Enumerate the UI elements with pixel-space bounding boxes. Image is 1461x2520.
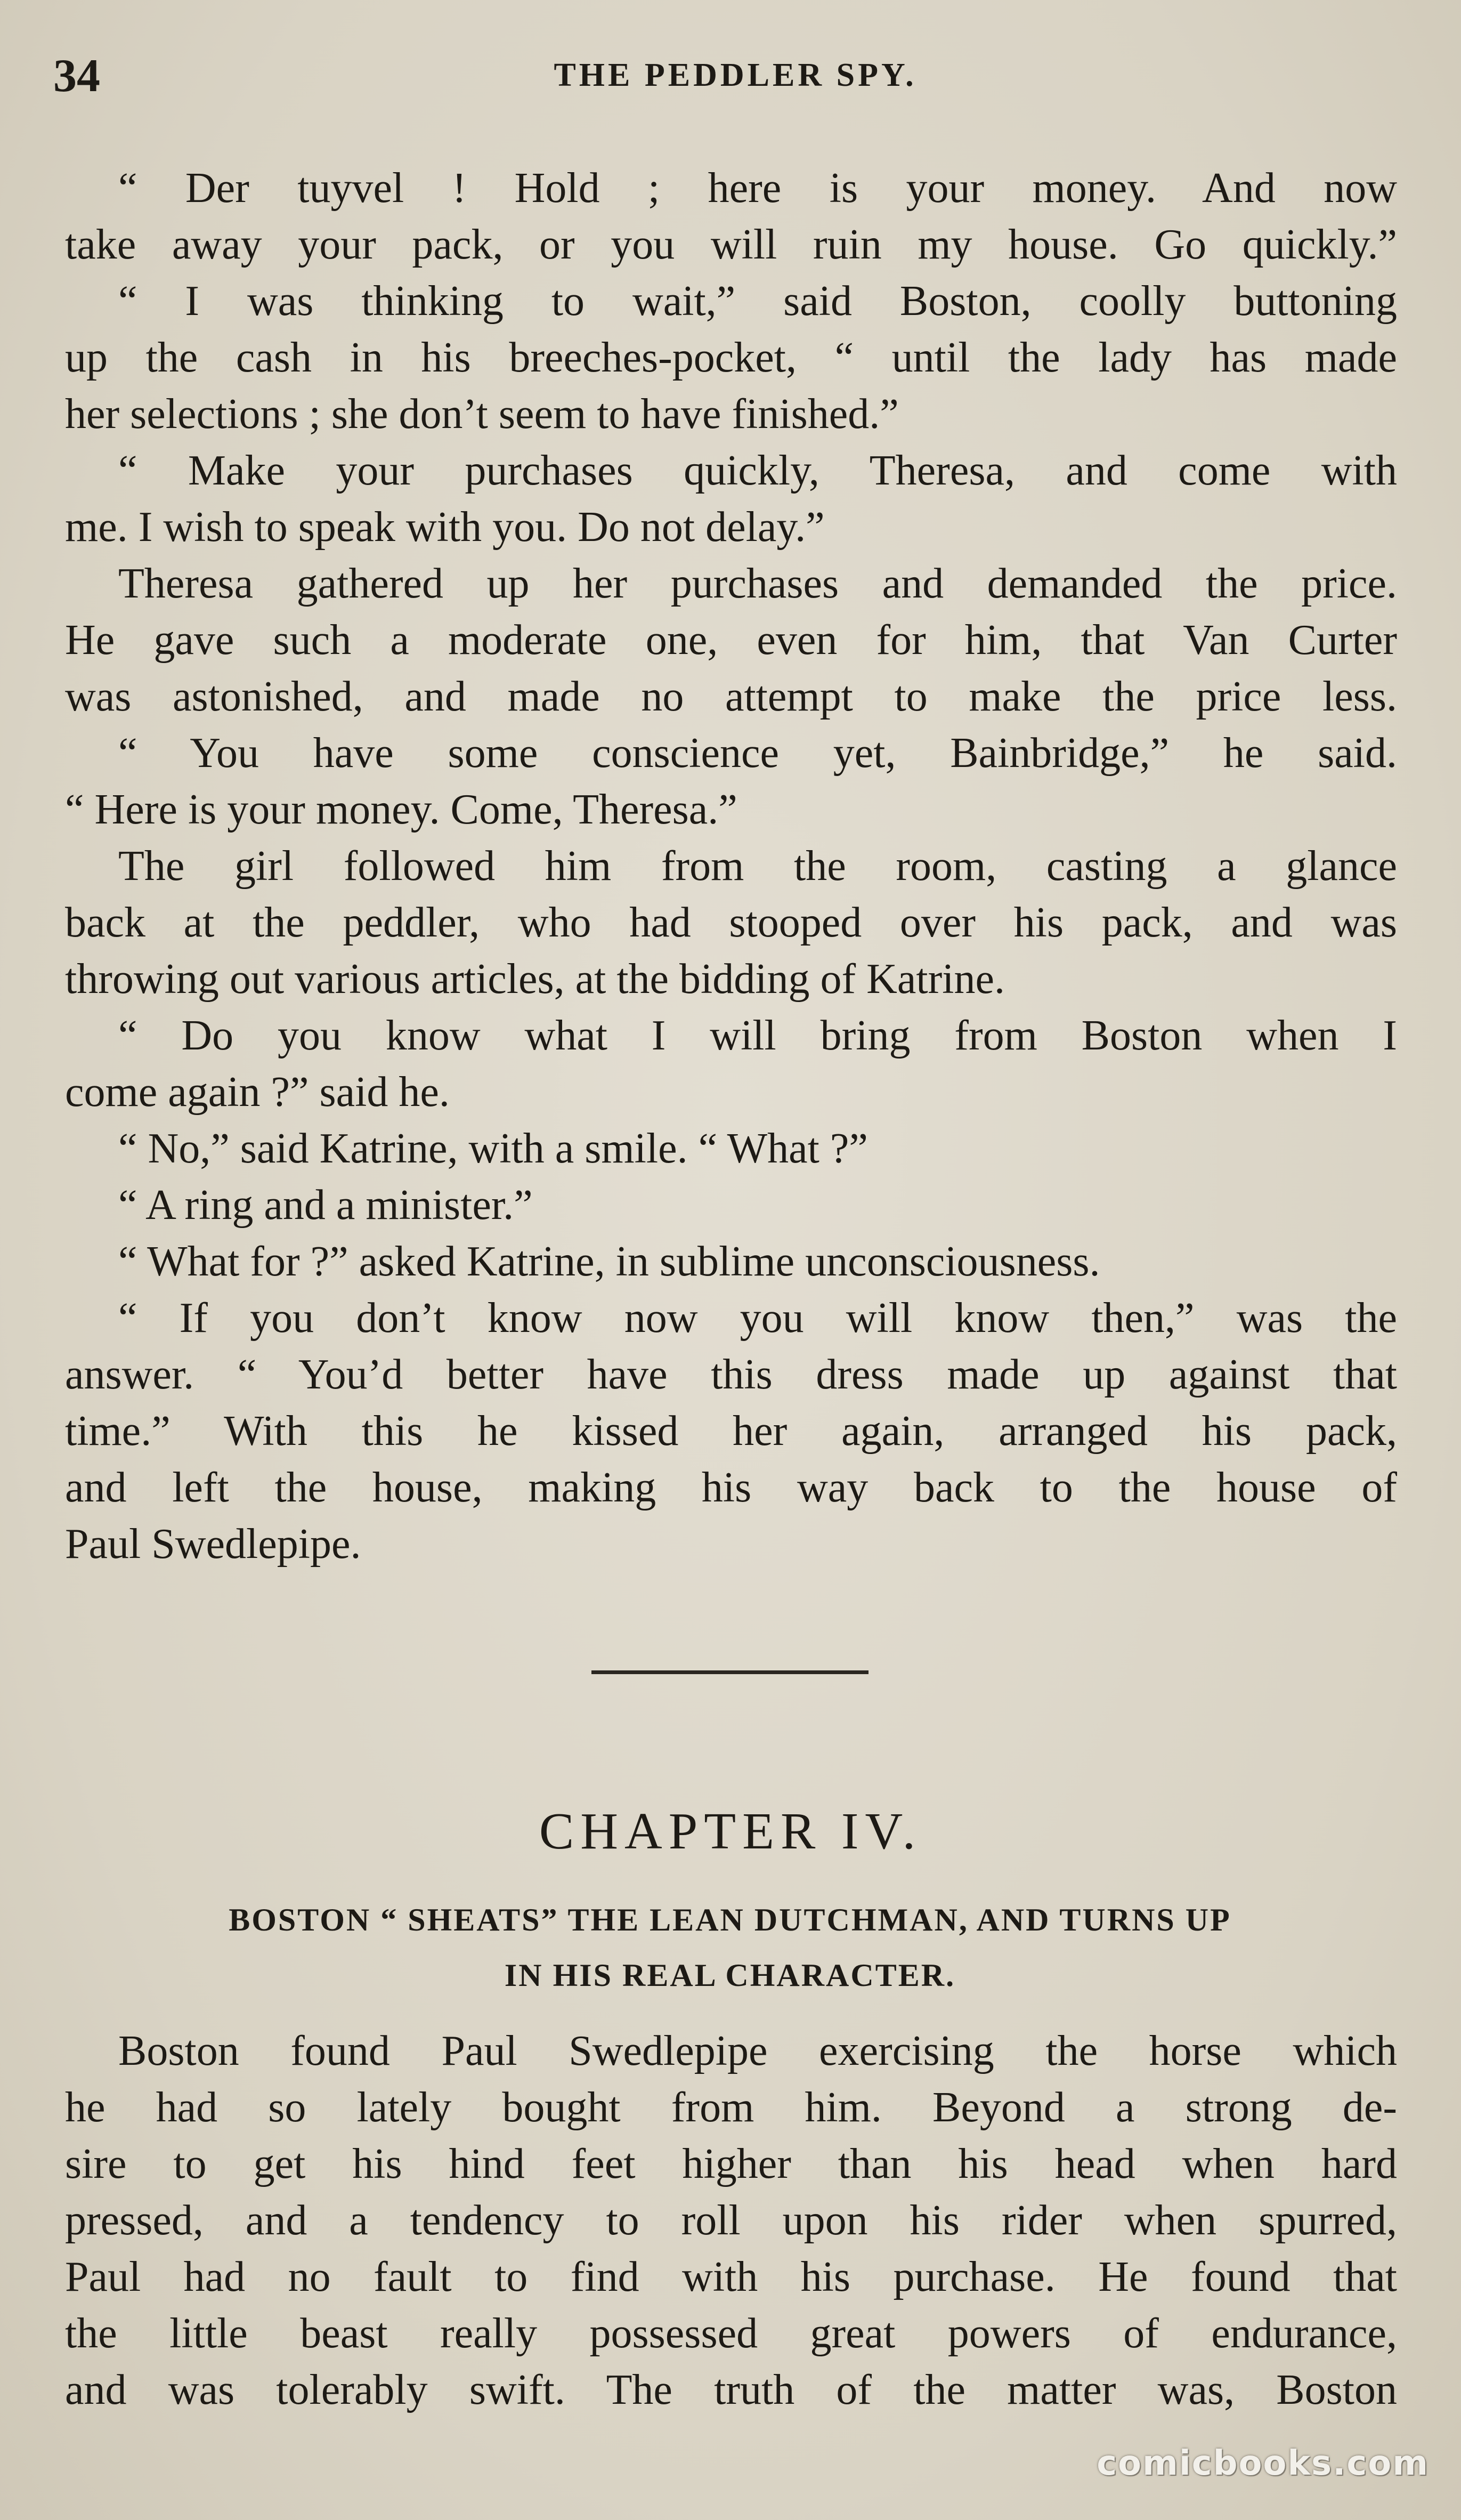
running-title: THE PEDDLER SPY. [554,57,917,93]
text-line: her selections ; she don’t seem to have finished.” [65,391,899,438]
page-number: 34 [53,50,100,102]
page-header [53,49,1417,102]
text-line: throwing out various articles, at the bidding of Katrine. [65,956,1005,1003]
text-line: “ Der tuyvel ! Hold ; here is your money. And now [118,165,1397,212]
text-line: “ What for ?” asked Katrine, in sublime unconsciousness. [118,1238,1100,1285]
text-line: and left the house, making his way back to the house of [65,1464,1397,1511]
chapter-title: CHAPTER IV. [539,1803,922,1860]
text-line: answer. “ You’d better have this dress made up against that [65,1351,1397,1398]
text-line: Paul Swedlepipe. [65,1521,361,1568]
watermark: comicbooks.com [1097,2444,1429,2483]
text-line: and was tolerably swift. The truth of the matter was, Boston [65,2366,1397,2413]
chapter-subtitle: BOSTON “ SHEATS” THE LEAN DUTCHMAN, AND TURNS UP [229,1902,1231,1937]
text-line: Theresa gathered up her purchases and demanded the price. [118,560,1397,607]
text-line: back at the peddler, who had stooped over his pack, and was [65,899,1397,946]
text-line: pressed, and a tendency to roll upon his rider when spurred, [65,2197,1397,2244]
text-line: Paul had no fault to find with his purchase. He found that [65,2254,1397,2300]
text-line: the little beast really possessed great powers of endurance, [65,2310,1397,2357]
section-divider [591,1670,869,1674]
text-line: Boston found Paul Swedlepipe exercising the horse which [118,2028,1397,2074]
text-line: “ You have some conscience yet, Bainbridge,” he said. [118,730,1397,777]
text-line: take away your pack, or you will ruin my house. Go quickly.” [65,221,1397,268]
text-line: “ Do you know what I will bring from Boston when I [118,1012,1397,1059]
text-line: “ A ring and a minister.” [118,1182,533,1229]
text-line: He gave such a moderate one, even for him, that Van Curter [65,617,1397,664]
text-line: “ If you don’t know now you will know then,” was the [118,1295,1397,1342]
text-line: me. I wish to speak with you. Do not delay.” [65,504,825,551]
chapter-subtitle: IN HIS REAL CHARACTER. [504,1958,956,1993]
text-line: “ No,” said Katrine, with a smile. “ What ?” [118,1125,868,1172]
text-line: “ Here is your money. Come, Theresa.” [65,786,737,833]
text-line: “ I was thinking to wait,” said Boston, coolly buttoning [118,278,1397,325]
chapter-text [65,2023,1397,2418]
text-line: sire to get his hind feet higher than his head when hard [65,2141,1397,2187]
text-line: he had so lately bought from him. Beyond a strong de- [65,2084,1397,2131]
text-line: was astonished, and made no attempt to make the price less. [65,673,1397,720]
text-line: come again ?” said he. [65,1069,450,1116]
text-line: The girl followed him from the room, casting a glance [118,843,1397,890]
text-line: time.” With this he kissed her again, arranged his pack, [65,1408,1397,1455]
text-line: up the cash in his breeches-pocket, “ until the lady has made [65,334,1397,381]
text-line: “ Make your purchases quickly, Theresa, and come with [118,447,1397,494]
story-text [65,160,1397,1572]
